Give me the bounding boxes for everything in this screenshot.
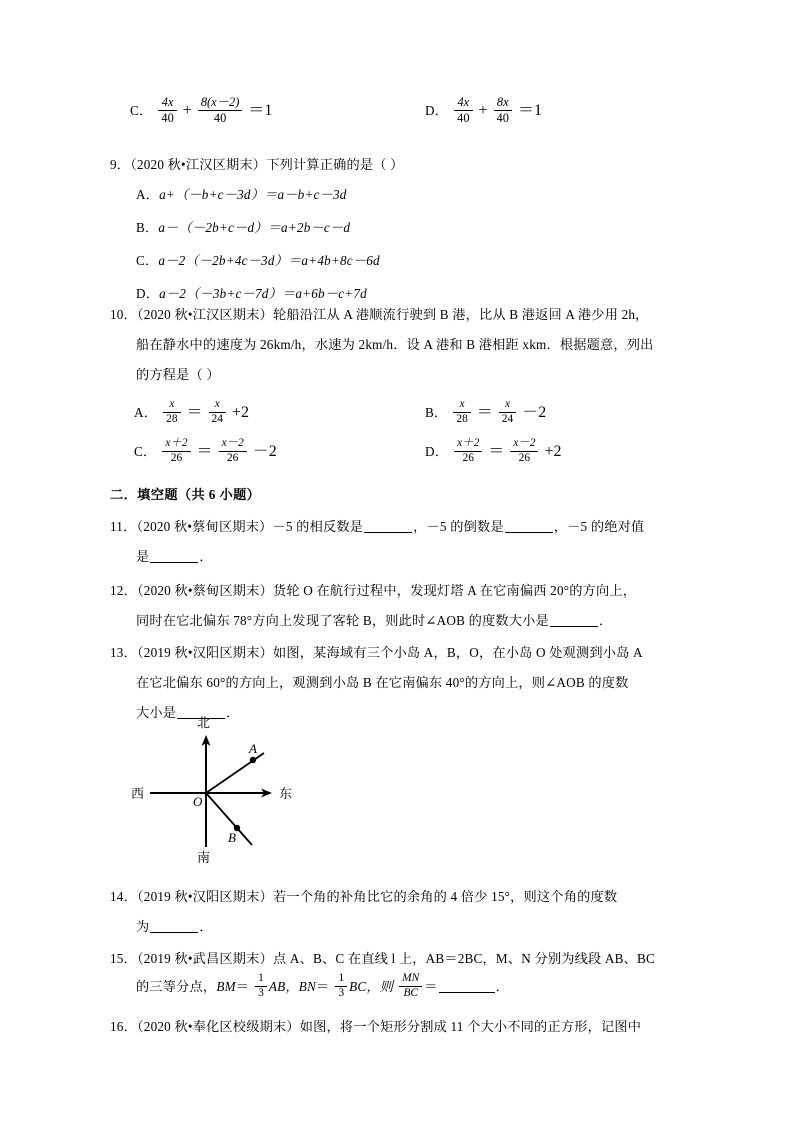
- equals-one: ＝1: [248, 102, 273, 119]
- question-11-text-b: ，－5 的倒数是: [413, 519, 504, 534]
- option-label: A．: [134, 405, 158, 420]
- question-10-line-2: [136, 330, 654, 360]
- plus-sign: +: [182, 102, 192, 119]
- label-point-a: A: [249, 741, 257, 756]
- question-11-text-c: ，－5 的绝对值: [553, 519, 645, 534]
- top-option-c: [130, 96, 272, 126]
- question-10-text-3: 的方程是（ ）: [136, 367, 220, 382]
- option-label: C．: [136, 253, 159, 268]
- question-10-source: （2020 秋•江汉区期末）: [136, 307, 273, 322]
- equals-one: ＝1: [517, 102, 542, 119]
- question-10-line-3: [136, 360, 220, 390]
- equals-2: ＝: [316, 979, 330, 994]
- top-option-c-expression: [156, 94, 273, 126]
- top-option-d-label: D．: [425, 103, 449, 118]
- fraction-mn-over-bc: $\frac{MN}{BC}$: [399, 973, 422, 1000]
- question-9-stem: [110, 150, 404, 180]
- option-expression: [160, 438, 276, 466]
- plus-sign: +: [478, 102, 488, 119]
- question-14-source: （2019 秋•汉阳区期末）: [136, 889, 273, 904]
- segment-bc: BC，则: [349, 979, 394, 994]
- question-15-number: 15．: [110, 951, 137, 966]
- option-expression: [161, 399, 249, 427]
- option-label: D．: [136, 286, 160, 301]
- fraction-8x-over-40: $\frac{8x}{40}$: [494, 96, 512, 125]
- question-9-option-c: [136, 246, 380, 276]
- fraction-rhs: $\frac{x}{24}$: [499, 399, 516, 426]
- question-10-number: 10．: [110, 307, 137, 322]
- equals-sign: ＝: [488, 443, 505, 461]
- question-12-source: （2020 秋•蔡甸区期末）: [136, 583, 273, 598]
- label-west: 西: [131, 786, 145, 801]
- question-12-text-1: 货轮 O 在航行过程中，发现灯塔 A 在它南偏西 20°的方向上，: [272, 583, 637, 598]
- question-16-text-1: 如图，将一个矩形分割成 11 个大小不同的正方形，记图中: [299, 1019, 642, 1034]
- question-12-line-1: [110, 576, 636, 606]
- option-text: a－2（－3b+c－7d）＝a+6b－c+7d: [159, 286, 367, 301]
- fraction-rhs: $\frac{x-2}{26}$: [219, 438, 247, 465]
- question-9-source: （2020 秋•江汉区期末）: [130, 157, 267, 172]
- label-origin-o: O: [193, 794, 203, 809]
- option-label: B．: [136, 220, 159, 235]
- question-13-line-1: [110, 638, 643, 668]
- option-text: a－（－2b+c－d）＝a+2b－c－d: [158, 220, 351, 235]
- question-13-text-1: 如图，某海域有三个小岛 A，B，O，在小岛 O 处观测到小岛 A: [272, 645, 643, 660]
- question-16-source: （2020 秋•奉化区校级期末）: [136, 1019, 300, 1034]
- segment-bn: BN: [298, 979, 317, 994]
- question-14-text-1: 若一个角的补角比它的余角的 4 倍少 15°，则这个角的度数: [272, 889, 618, 904]
- question-13-period: ．: [226, 705, 240, 720]
- question-13-source: （2019 秋•汉阳区期末）: [136, 645, 273, 660]
- segment-bm: BM: [216, 979, 236, 994]
- fraction-one-third: $\frac{1}{3}$: [335, 973, 347, 1000]
- equals-sign: ＝: [476, 404, 493, 422]
- equals-1: ＝: [235, 979, 250, 994]
- option-label: B．: [425, 405, 448, 420]
- question-11-text-d: 是: [136, 549, 150, 564]
- answer-blank[interactable]: [150, 920, 198, 933]
- tail-term: －2: [522, 404, 547, 422]
- option-text: a+（－b+c－3d）＝a－b+c－3d: [159, 187, 347, 202]
- compass-direction-diagram: [131, 715, 340, 870]
- equals-sign: ＝: [196, 443, 213, 461]
- question-9-option-a: [136, 180, 347, 210]
- top-option-d: [425, 96, 542, 126]
- option-text: a－2（－2b+4c－3d）＝a+4b+8c－6d: [158, 253, 380, 268]
- compass-diagram-svg: [140, 715, 340, 870]
- question-9-number: 9．: [110, 157, 131, 172]
- option-label: C．: [134, 444, 157, 459]
- label-point-b: B: [228, 830, 236, 845]
- question-15-source: （2019 秋•武昌区期末）: [136, 951, 273, 966]
- question-12-text-2: 同时在它北偏东 78°方向上发现了客轮 B，则此时∠AOB 的度数大小是: [136, 613, 549, 628]
- question-16-line-1: [110, 1012, 641, 1042]
- fraction-4x-over-40: $\frac{4x}{40}$: [158, 96, 176, 125]
- top-option-d-expression: [452, 94, 542, 126]
- question-14-text-2: 为: [136, 919, 150, 934]
- question-10-option-b: [425, 398, 546, 428]
- answer-blank[interactable]: [505, 520, 553, 533]
- question-10-option-a: [134, 398, 249, 428]
- question-14-line-2: [136, 912, 213, 942]
- question-11-line-2: [136, 542, 213, 572]
- question-14-line-1: [110, 882, 617, 912]
- answer-blank[interactable]: [550, 614, 598, 627]
- question-11-line-1: [110, 512, 644, 542]
- question-14-period: ．: [199, 919, 213, 934]
- fraction-lhs: $\frac{x+2}{26}$: [162, 438, 190, 465]
- tail-term: －2: [252, 443, 277, 461]
- question-13-line-2: [136, 668, 629, 698]
- question-9-option-b: [136, 213, 350, 243]
- option-label: D．: [425, 444, 449, 459]
- option-expression: [451, 399, 546, 427]
- question-9-text: 下列计算正确的是（ ）: [266, 157, 404, 172]
- fraction-rhs: $\frac{x-2}{26}$: [510, 438, 538, 465]
- label-north: 北: [197, 715, 211, 730]
- answer-blank[interactable]: [364, 520, 412, 533]
- fraction-lhs: $\frac{x}{28}$: [453, 399, 470, 426]
- question-10-text-2: 船在静水中的速度为 26km/h，水速为 2km/h．设 A 港和 B 港相距 xkm．根据题意，列出: [136, 337, 654, 352]
- segment-ab: AB，: [268, 979, 299, 994]
- question-10-line-1: [110, 300, 649, 330]
- question-12-line-2: [136, 606, 612, 636]
- label-south: 南: [197, 850, 211, 865]
- equals-sign: ＝: [186, 404, 203, 422]
- fraction-lhs: $\frac{x+2}{26}$: [454, 438, 482, 465]
- question-15-text-1: 点 A、B、C 在直线 l 上，AB＝2BC，M、N 分别为线段 AB、BC: [272, 951, 655, 966]
- equals-3: ＝: [424, 979, 438, 994]
- question-15-period: ．: [495, 979, 510, 994]
- section-2-heading: [110, 480, 260, 510]
- question-15-text-2a: 的三等分点，: [136, 979, 217, 994]
- question-10-text-1: 轮船沿江从 A 港顺流行驶到 B 港，比从 B 港返回 A 港少用 2h，: [272, 307, 649, 322]
- tail-term: +2: [544, 443, 562, 461]
- question-13-text-2: 在它北偏东 60°的方向上，观测到小岛 B 在它南偏东 40°的方向上，则∠AOB 的度数: [136, 675, 629, 690]
- fraction-8x-minus-2-over-40: $\frac{8(x-2)}{40}$: [198, 96, 243, 125]
- question-14-number: 14．: [110, 889, 137, 904]
- fraction-lhs: $\frac{x}{28}$: [163, 399, 180, 426]
- question-16-number: 16．: [110, 1019, 137, 1034]
- question-10-option-c: [134, 437, 277, 467]
- tail-term: +2: [231, 404, 249, 422]
- question-12-period: ．: [598, 613, 613, 628]
- fraction-4x-over-40: $\frac{4x}{40}$: [454, 96, 472, 125]
- top-option-c-label: C．: [130, 103, 153, 118]
- question-11-text-a: －5 的相反数是: [272, 519, 364, 534]
- question-11-period: ．: [199, 549, 213, 564]
- answer-blank[interactable]: [150, 550, 198, 563]
- fraction-one-third: $\frac{1}{3}$: [255, 973, 267, 1000]
- label-east: 东: [279, 786, 293, 801]
- question-11-number: 11．: [110, 519, 137, 534]
- question-10-option-d: [425, 437, 561, 467]
- option-label: A．: [136, 187, 160, 202]
- point-a-marker: [250, 757, 256, 763]
- question-12-number: 12．: [110, 583, 137, 598]
- fraction-rhs: $\frac{x}{24}$: [209, 399, 226, 426]
- question-15-line-2: [136, 972, 509, 1002]
- question-11-source: （2020 秋•蔡甸区期末）: [136, 519, 273, 534]
- question-13-text-3: 大小是: [136, 705, 177, 720]
- question-13-number: 13．: [110, 645, 137, 660]
- option-expression: [452, 438, 561, 466]
- answer-blank[interactable]: [439, 980, 495, 993]
- section-2-heading-text: 二．填空题（共 6 小题）: [110, 487, 261, 502]
- question-15-line-1: [110, 944, 655, 974]
